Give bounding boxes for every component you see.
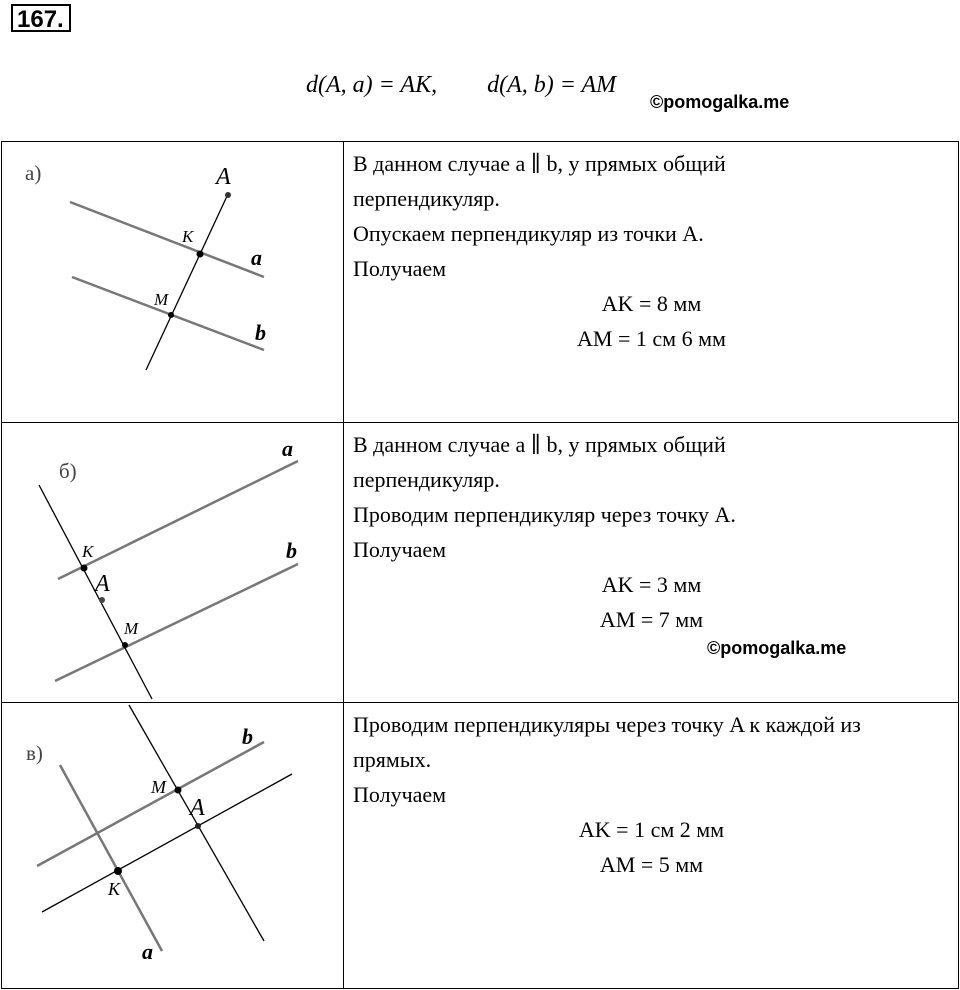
line-a: [60, 765, 162, 951]
text-line: Опускаем перпендикуляр из точки A.: [353, 221, 704, 246]
text-line: Получаем: [353, 256, 447, 281]
line-a: [58, 461, 298, 579]
label-b: b: [255, 320, 266, 345]
formula-part-1: d(A, a) = AK,: [306, 72, 438, 98]
text-line: Получаем: [353, 782, 447, 807]
text-line: В данном случае a ∥ b, у прямых общий: [353, 151, 726, 176]
text-line: перпендикуляр.: [353, 467, 500, 492]
text-line: В данном случае a ∥ b, у прямых общий: [353, 432, 726, 457]
line-a: [70, 202, 264, 277]
label-A: A: [216, 164, 231, 190]
watermark-top: ©pomogalka.me: [650, 92, 790, 112]
line-b: [72, 277, 264, 350]
point-K: [114, 867, 122, 875]
figure-cell-c: [2, 703, 344, 989]
solution-table: [1, 141, 959, 989]
table-row: [2, 142, 959, 423]
point-M: [175, 787, 182, 794]
point-A: [99, 597, 105, 603]
point-M: [122, 642, 128, 648]
figure-c: [2, 703, 343, 986]
text-cell-c: [344, 703, 959, 989]
result-AK: AK = 3 мм: [601, 572, 702, 597]
text-cell-b: [344, 423, 959, 703]
watermark-middle: ©pomogalka.me: [707, 638, 847, 658]
text-line: прямых.: [353, 747, 432, 772]
figure-cell-a: [2, 142, 344, 423]
figure-a: [2, 142, 343, 420]
text-line: Получаем: [353, 537, 447, 562]
result-AM: AM = 1 см 6 мм: [577, 326, 726, 351]
problem-number: 167.: [11, 4, 71, 32]
figure-label: в): [26, 741, 43, 765]
figure-label: а): [25, 161, 42, 185]
label-M: M: [151, 777, 166, 797]
result-AM: AM = 7 мм: [599, 607, 704, 632]
label-M: M: [124, 619, 139, 638]
text-cell-a: [344, 142, 959, 423]
label-b: b: [242, 724, 253, 749]
point-K: [197, 251, 204, 258]
line-b: [37, 742, 264, 866]
point-M: [168, 312, 174, 318]
text-line: Проводим перпендикуляр через точку A.: [353, 502, 736, 527]
text-line: Проводим перпендикуляры через точку A к каждой из: [353, 712, 861, 737]
text-line: перпендикуляр.: [353, 186, 500, 211]
label-K: K: [108, 879, 121, 899]
label-K: K: [82, 542, 94, 561]
point-A: [225, 192, 231, 198]
label-K: K: [182, 227, 194, 246]
formula-part-2: d(A, b) = AM: [487, 72, 617, 98]
label-b: b: [286, 538, 297, 563]
result-AK: AK = 1 см 2 мм: [578, 817, 725, 842]
table-row: [2, 703, 959, 989]
label-A: A: [95, 571, 110, 597]
result-AM: AM = 5 мм: [599, 852, 704, 877]
result-AK: AK = 8 мм: [601, 291, 702, 316]
table-row: [2, 423, 959, 703]
line-b: [55, 564, 298, 681]
label-A: A: [190, 795, 205, 821]
label-a: a: [282, 436, 293, 461]
figure-cell-b: [2, 423, 344, 703]
label-a: a: [251, 245, 262, 270]
figure-label: б): [59, 459, 77, 483]
perpendicular-line: [146, 194, 228, 370]
label-M: M: [154, 290, 169, 309]
label-a: a: [142, 939, 153, 964]
point-A: [195, 823, 201, 829]
figure-b: [2, 423, 343, 700]
distance-formula: [306, 72, 616, 99]
point-K: [81, 565, 88, 572]
